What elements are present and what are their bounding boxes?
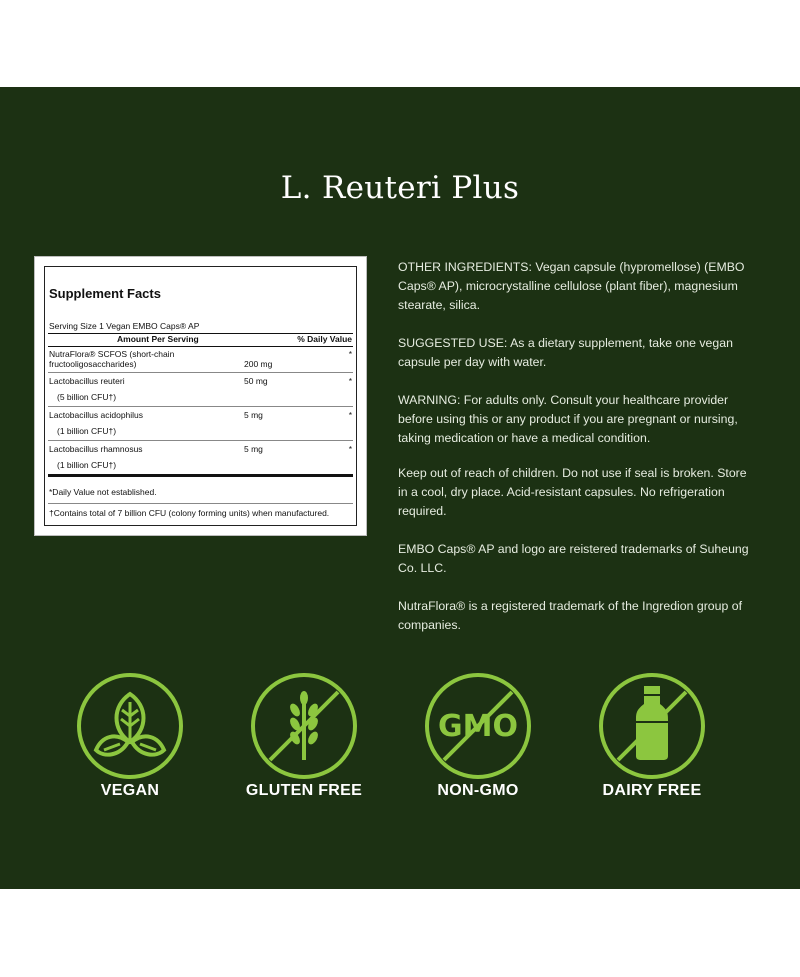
ingredient-amount: 5 mg [244,410,263,420]
gmo-icon-text: GMO [438,709,518,744]
dairy-free-badge [598,672,706,799]
nutraflora-trademark: NutraFlora® is a registered trademark of the Ingredion group of companies. [398,599,742,632]
ingredient-cfu: (1 billion CFU†) [57,460,117,470]
storage-notes: Keep out of reach of children. Do not use if seal is broken. Store in a cool, dry place. Acid-resistant capsules. No refrigeration required. [398,466,747,518]
facts-border [44,266,357,526]
facts-row [49,349,352,371]
ingredient-name: Lactobacillus rhamnosus [49,444,143,454]
ingredient-name: NutraFlora® SCFOS (short-chain [49,349,175,359]
gmo-icon [424,672,532,780]
ingredient-dv: * [348,376,352,386]
non-gmo-badge [424,672,532,799]
ingredient-cfu: (1 billion CFU†) [57,426,117,436]
gluten-free-badge [245,672,363,799]
footnote-dv: *Daily Value not established. [49,487,157,497]
ingredient-name: Lactobacillus reuteri [49,376,125,386]
col-dv-header: % Daily Value [297,334,352,344]
other-ingredients: OTHER INGREDIENTS: Vegan capsule (hypromellose) (EMBO Caps® AP), microcrystalline cellulose (plant fiber), magnesium stearate, silica. [398,260,745,312]
non-gmo-label: NON-GMO [437,782,519,799]
warning: WARNING: For adults only. Consult your healthcare provider before using this or any product if you are pregnant or nursing, taking medication or have a medical condition. [398,393,738,445]
vegan-label: VEGAN [100,782,160,799]
row-divider [48,372,353,373]
ingredient-amount: 50 mg [244,376,268,386]
product-title: L. Reuteri Plus [280,170,520,206]
facts-heading: Supplement Facts [49,286,161,301]
ingredient-amount: 200 mg [244,359,273,369]
embo-trademark: EMBO Caps® AP and logo are reistered trademarks of Suheung Co. LLC. [398,542,749,575]
ingredient-name: Lactobacillus acidophilus [49,410,144,420]
footnote-divider [48,503,353,504]
ingredient-cfu: (5 billion CFU†) [57,392,117,402]
leaf-icon [76,672,184,780]
row-divider [48,406,353,407]
serving-size: Serving Size 1 Vegan EMBO Caps® AP [49,321,200,331]
ingredient-dv: * [348,444,352,454]
ingredient-dv: * [348,410,352,420]
row-divider [48,440,353,441]
vegan-badge [76,672,184,799]
footnote-cfu: †Contains total of 7 billion CFU (colony forming units) when manufactured. [49,508,330,518]
gluten-free-label: GLUTEN FREE [245,782,363,799]
rule-bottom [48,474,353,477]
dairy-free-label: DAIRY FREE [602,782,702,799]
wheat-icon [250,672,358,780]
supplement-facts-panel [34,256,367,536]
ingredient-name-cont: fructooligosaccharides) [49,359,137,369]
suggested-use: SUGGESTED USE: As a dietary supplement, take one vegan capsule per day with water. [398,336,733,369]
ingredient-amount: 5 mg [244,444,263,454]
milk-bottle-icon [598,672,706,780]
rule-header [48,346,353,347]
ingredient-dv: * [348,349,352,359]
col-amount-header: Amount Per Serving [117,334,199,344]
